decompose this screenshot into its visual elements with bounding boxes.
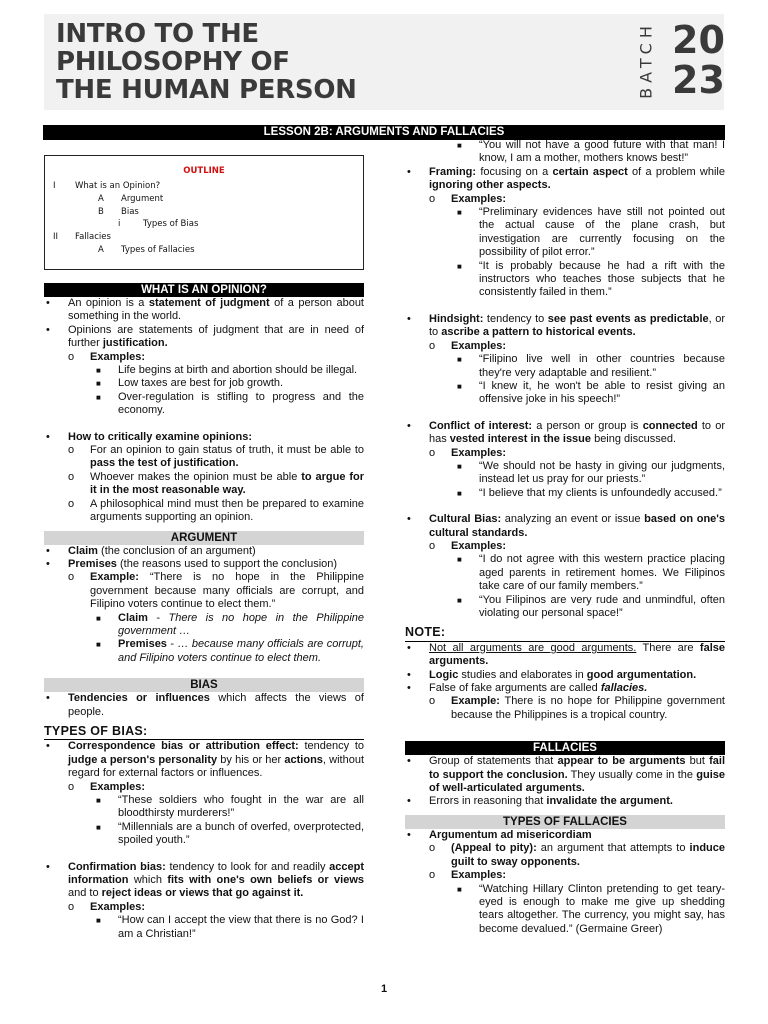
list-item: o For an opinion to gain status of truth, it must be able to pass the test of justification. [68,444,364,470]
lesson-title: LESSON 2B: ARGUMENTS AND FALLACIES [43,125,725,140]
outline-row-num: II [53,232,59,242]
document-title [56,20,357,104]
list-item: • Opinions are statements of judgment that are in need of further justification. [46,323,364,350]
list-item: • How to critically examine opinions: [46,430,252,443]
batch-label: BATCH [636,21,656,99]
outline-row-text: Fallacies [75,232,111,242]
list-item: • An opinion is a statement of judgment of a person about something in the world. [46,297,364,323]
section-heading-fallacies: FALLACIES [405,741,725,755]
batch-year-top: 20 [672,18,725,62]
list-item: ■ Low taxes are best for job growth. [96,377,284,390]
list-item: • Conflict of interest: a person or group is connected to or has vested interest in the issue being discussed. [407,419,725,446]
batch-year [672,20,725,100]
list-item: • Cultural Bias: analyzing an event or issue based on one's cultural standards. [407,513,726,539]
batch-year-bottom: 23 [672,58,725,102]
list-item: o Examples: [429,869,507,882]
list-item: ■ Over-regulation is stifling to progress and the economy. [96,390,364,417]
list-item: o Examples: [429,192,507,205]
list-item: • Group of statements that appear to be arguments but fail to support the conclusion. They usually come in the guise of well-articulated arguments. [407,755,726,795]
list-item: • Premises (the reasons used to support the conclusion) [46,557,338,570]
section-heading-note: NOTE: [405,626,725,641]
list-item: ■ Premises - … because many officials are corrupt, and Filipino voters continue to elect them. [96,638,364,664]
list-item: • Errors in reasoning that invalidate the argument. [407,795,673,808]
outline-row-text: What is an Opinion? [75,181,161,191]
list-item: ■ “You Filipinos are very rude and unmindful, often violating our personal space!” [457,593,725,619]
list-item: • Framing: focusing on a certain aspect of a problem while ignoring other aspects. [407,165,725,192]
right-column [405,139,725,936]
list-item: o Example: “There is no hope in the Philippine government because many officials are corrupt, and Filipino voters continue to elect them.” [68,571,364,611]
list-item: ■ “It is probably because he had a rift with the instructors who teaches those subjects that he consistently failed in them.” [457,259,725,299]
left-column [44,283,364,941]
list-item: ■ “Millennials are a bunch of overfed, overprotected, spoiled youth.” [96,820,364,847]
section-heading-argument: ARGUMENT [44,531,364,545]
list-item: o Examples: [68,350,146,363]
list-item: ■ Life begins at birth and abortion should be illegal. [96,364,358,377]
list-item: o Examples: [429,446,507,459]
list-item: o (Appeal to pity): an argument that attempts to induce guilt to sway opponents. [429,842,725,868]
section-heading-types-of-fallacies: TYPES OF FALLACIES [405,815,725,829]
outline-row-num: A [98,245,104,255]
list-item: ■ “You will not have a good future with that man! I know, I am a mother, mothers knows best!” [457,139,725,165]
list-item: o Examples: [68,780,146,793]
list-item: • Hindsight: tendency to see past events as predictable, or to ascribe a pattern to historical events. [407,312,725,339]
outline-row-num: i [118,219,121,229]
list-item: ■ “Preliminary evidences have still not pointed out the actual cause of the plane crash, but investigation are currently focusing on the possibility of pilot error.” [457,206,725,259]
list-item: o Examples: [429,539,507,552]
section-heading-types-of-bias: TYPES OF BIAS: [44,725,364,740]
list-item: • Argumentum ad misericordiam [407,828,592,841]
outline-row-text: Argument [121,194,164,204]
list-item: ■ “We should not be hasty in giving our judgments, instead let us pray for our priests.” [457,459,725,486]
outline-row-text: Types of Fallacies [121,245,195,255]
title-line-3: THE HUMAN PERSON [56,75,357,105]
list-item: ■ “I knew it, he won't be able to resist giving an offensive joke in his speech!” [457,379,725,406]
list-item: • Claim (the conclusion of an argument) [46,544,256,557]
list-item: ■ “Filipino live well in other countries because they're very adaptable and resilient.” [457,353,725,379]
list-item: o A philosophical mind must then be prepared to examine arguments supporting an opinion. [68,497,364,524]
list-item: ■ “I believe that my clients is unfoundedly accused.” [457,486,722,499]
list-item: • Tendencies or influences which affects the views of people. [46,692,364,718]
outline-row-text: Bias [121,207,139,217]
list-item: • Logic studies and elaborates in good argumentation. [407,668,697,681]
outline-box [44,155,364,270]
list-item: o Examples: [68,900,146,913]
section-heading-bias: BIAS [44,678,364,692]
section-heading-opinion: WHAT IS AN OPINION? [44,283,364,297]
list-item: ■ “Watching Hillary Clinton pretending to get teary-eyed is enough to make me give up shedding tears altogether. The currency, you might say, has become devalued.” (Germaine Greer) [457,882,725,935]
outline-row-num: I [53,181,56,191]
list-item: ■ Claim - There is no hope in the Philippine government … [96,611,365,637]
outline-row-num: B [98,207,104,217]
list-item: • Confirmation bias: tendency to look for and readily accept information which fits with one's own beliefs or views and to reject ideas or views that go against it. [46,860,365,900]
list-item: • Not all arguments are good arguments. There are false arguments. [407,641,725,668]
list-item: • False of fake arguments are called fallacies. [407,682,648,695]
outline-row-text: Types of Bias [143,219,199,229]
list-item: o Examples: [429,339,507,352]
list-item: ■ “These soldiers who fought in the war are all bloodthirsty murderers!” [96,794,364,820]
outline-title: OUTLINE [183,166,225,176]
page-number: 1 [380,983,388,995]
header-banner [44,14,724,110]
list-item: o Example: There is no hope for Philippine government because the Philippines is a tropical country. [429,695,725,721]
title-line-2: PHILOSOPHY OF [56,47,290,77]
outline-row-num: A [98,194,104,204]
list-item: o Whoever makes the opinion must be able to argue for it in the most reasonable way. [68,470,364,497]
list-item: ■ “How can I accept the view that there is no God? I am a Christian!” [96,914,364,940]
list-item: ■ “I do not agree with this western practice placing aged parents in retirement homes. We Filipinos take care of our family members.” [457,553,725,593]
title-line-1: INTRO TO THE [56,19,259,49]
list-item: • Correspondence bias or attribution effect: tendency to judge a person's personality by his or her actions, without regard for external factors or influences. [46,740,365,780]
